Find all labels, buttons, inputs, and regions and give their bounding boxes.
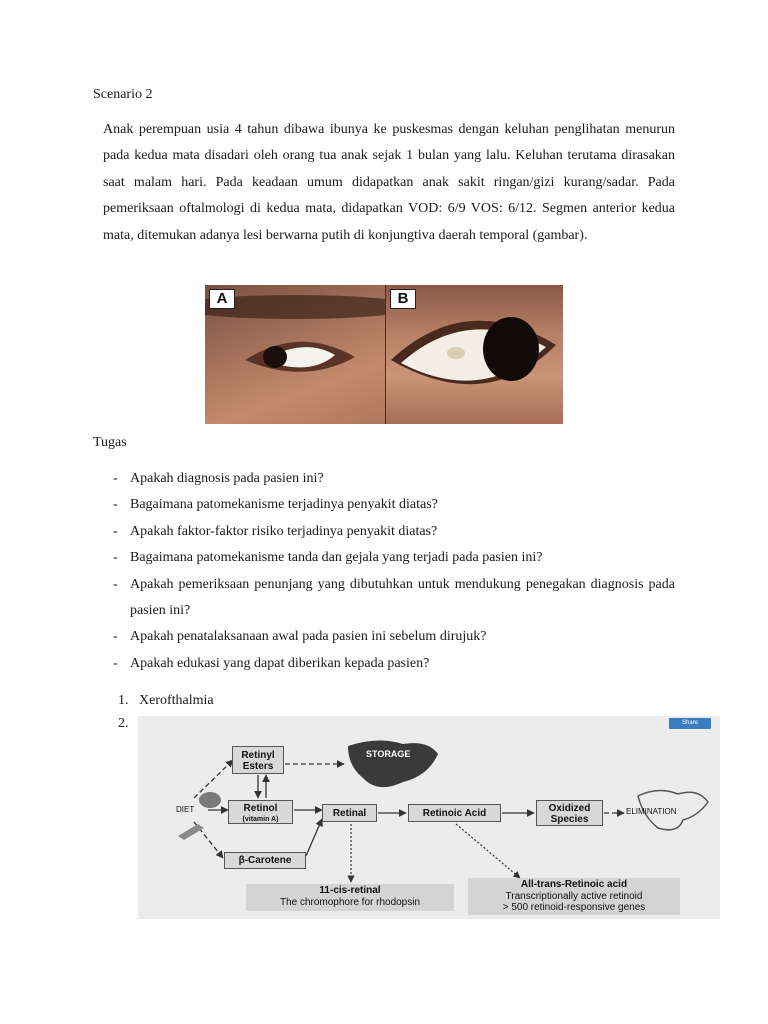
list-item: [113, 624, 675, 650]
task-text: Apakah faktor-faktor risiko terjadinya penyakit diatas?: [130, 523, 438, 539]
list-item: [113, 519, 675, 545]
retinoid-metabolism-diagram: [138, 716, 720, 919]
list-dash: -: [113, 523, 118, 539]
arrow-diet-esters: [194, 760, 233, 798]
list-item: [113, 492, 675, 518]
task-text: Apakah edukasi yang dapat diberikan kepada pasien?: [130, 655, 430, 671]
list-dash: -: [113, 576, 118, 592]
food-icon: [199, 792, 221, 808]
scenario-paragraph: Anak perempuan usia 4 tahun dibawa ibunya ke puskesmas dengan keluhan penglihatan menurun pada kedua mata disadari oleh orang tua anak sejak 1 bulan yang lalu. Keluhan terutama dirasakan saat malam hari. Pada keadaan umum didapatkan anak sakit ringan/gizi kurang/sadar. Pada pemeriksaan oftalmologi di kedua mata, didapatkan VOD: 6/9 VOS: 6/12. Segmen anterior kedua mata, ditemukan adanya lesi berwarna putih di konjungtiva daerah temporal (gambar).: [103, 122, 675, 243]
oxidized-label: Oxidized: [548, 803, 591, 814]
cis-retinal-sub: The chromophore for rhodopsin: [279, 896, 421, 908]
task-text: Apakah penatalaksanaan awal pada pasien ini sebelum dirujuk?: [130, 629, 487, 645]
retinyl-label: Retinyl: [241, 750, 275, 761]
carotene-box: β-Carotene: [224, 852, 306, 869]
carrot-icon: [178, 824, 204, 840]
answer-1-number: 1.: [118, 693, 129, 708]
trans-retinoic-title: All-trans-Retinoic acid: [520, 879, 628, 890]
list-dash: -: [113, 629, 118, 645]
retinol-label: Retinol: [243, 803, 278, 814]
scenario-title: Scenario 2: [93, 87, 153, 102]
panel-label-a: A: [209, 289, 235, 309]
trans-retinoic-sub1: Transcriptionally active retinoid: [505, 890, 643, 902]
answer-2-number: 2.: [118, 716, 129, 731]
list-dash: -: [113, 471, 118, 486]
retinal-box: Retinal: [322, 804, 377, 822]
eye-photo-figure: [205, 285, 563, 424]
task-text: Bagaimana patomekanisme terjadinya penyakit diatas?: [130, 497, 438, 513]
iris-b: [483, 317, 539, 381]
iris-a: [263, 346, 287, 368]
eye-photo-panel-a: [205, 285, 385, 424]
answer-1: [118, 693, 214, 709]
list-dash: -: [113, 497, 118, 513]
retinyl-esters-box: [232, 746, 284, 774]
storage-label: STORAGE: [366, 749, 411, 759]
elimination-label: ELIMINATION: [626, 807, 677, 816]
task-text: Bagaimana patomekanisme tanda dan gejala yang terjadi pada pasien ini?: [130, 550, 543, 566]
list-item: [113, 572, 675, 625]
diet-label: DIET: [176, 805, 195, 814]
list-dash: -: [113, 550, 118, 566]
task-text: Apakah pemeriksaan penunjang yang dibutuhkan untuk mendukung penegakan diagnosis pada pasien ini?: [130, 576, 675, 619]
list-dash: -: [113, 655, 118, 671]
arrow-carotene-retinal: [306, 819, 322, 856]
share-button[interactable]: Share: [669, 718, 711, 729]
bitot-spot: [447, 347, 465, 359]
task-list: [113, 466, 675, 677]
liver-icon: [348, 740, 438, 787]
trans-retinoic-sub2: > 500 retinoid-responsive genes: [502, 902, 646, 913]
list-item: [113, 545, 675, 571]
retinol-box: [228, 800, 293, 824]
cis-retinal-title: 11-cis-retinal: [319, 885, 381, 896]
esters-label: Esters: [242, 761, 274, 772]
list-item: [113, 651, 675, 677]
oxidized-species-box: [536, 800, 603, 826]
retinoic-acid-box: Retinoic Acid: [408, 804, 501, 822]
tugas-heading: Tugas: [93, 435, 127, 450]
list-item: [113, 466, 675, 492]
answer-1-text: Xerofthalmia: [139, 693, 214, 708]
eye-photo-panel-b: [386, 285, 563, 424]
task-text: Apakah diagnosis pada pasien ini?: [130, 471, 324, 486]
cis-retinal-note: [246, 884, 454, 911]
retinol-sub-label: (vitamin A): [242, 816, 279, 823]
species-label: Species: [550, 814, 589, 825]
panel-label-b: B: [390, 289, 416, 309]
arrow-acid-trans: [456, 824, 520, 878]
trans-retinoic-note: [468, 878, 680, 915]
